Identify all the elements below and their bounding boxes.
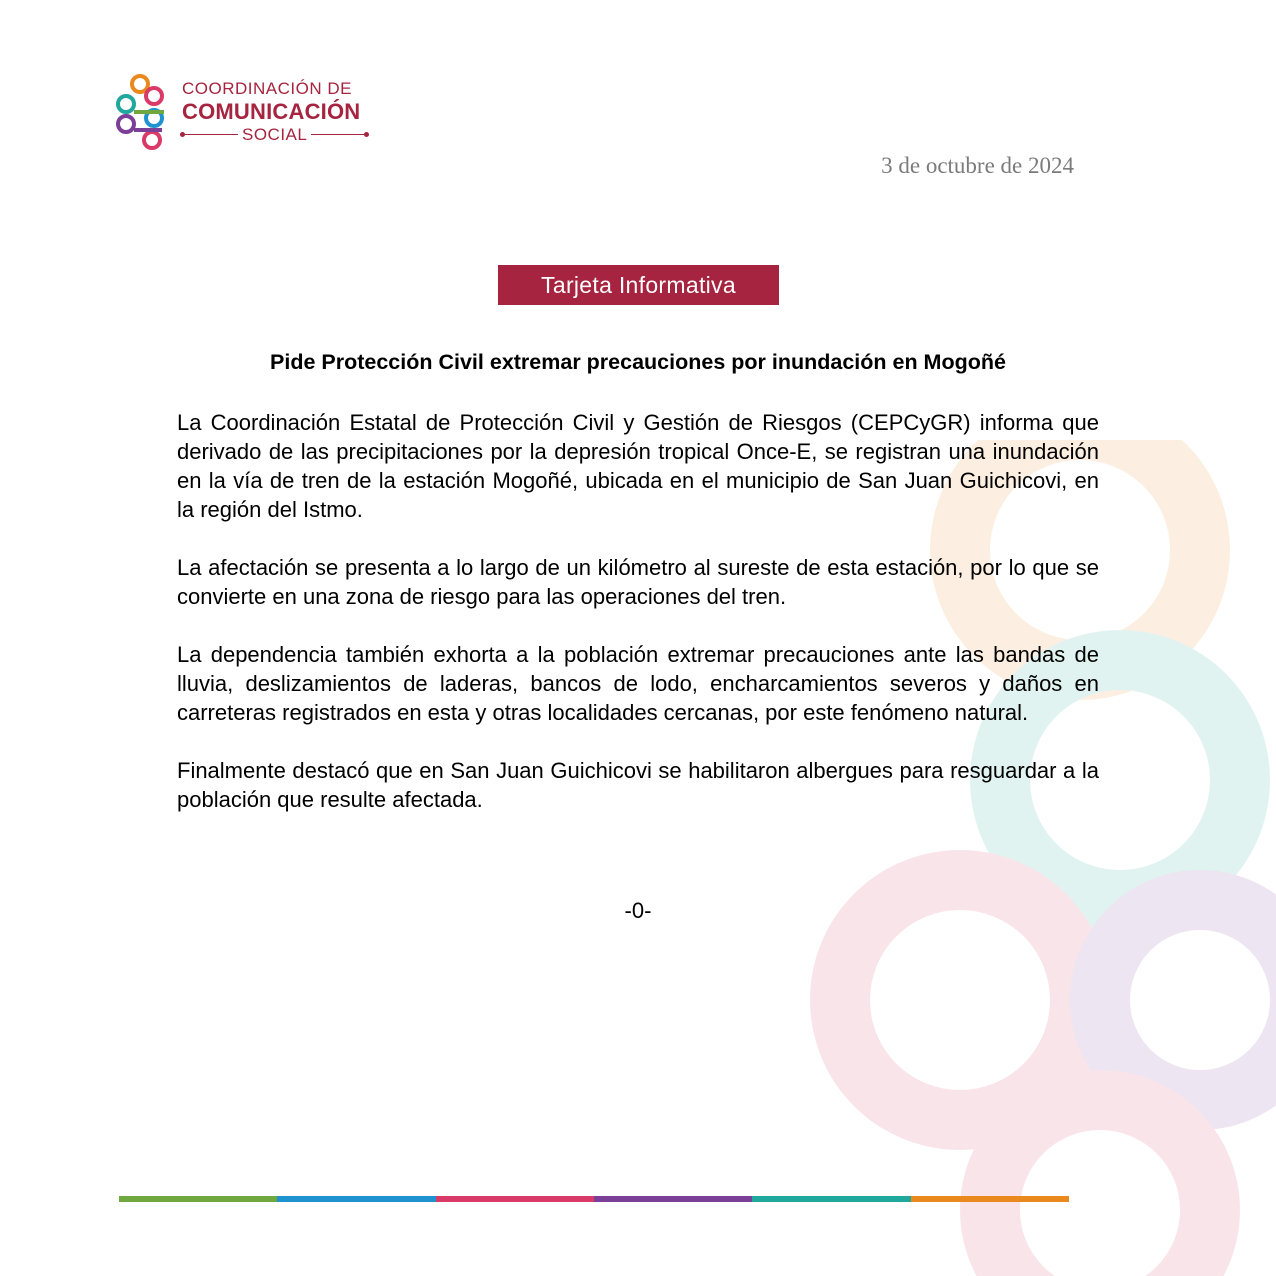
footer-color-bar	[119, 1196, 1069, 1202]
paragraph-4: Finalmente destacó que en San Juan Guichicovi se habilitaron albergues para resguardar a la población que resulte afectada.	[177, 758, 1099, 812]
paragraph-2: La afectación se presenta a lo largo de un kilómetro al sureste de esta estación, por lo que se convierte en una zona de riesgo para las operaciones del tren.	[177, 555, 1099, 609]
logo-line2: COMUNICACIÓN	[182, 99, 361, 124]
color-bar-segment-5	[752, 1196, 910, 1202]
logo-line1: COORDINACIÓN DE	[182, 79, 352, 98]
document-date: 3 de octubre de 2024	[881, 153, 1074, 178]
color-bar-segment-3	[436, 1196, 594, 1202]
headline: Pide Protección Civil extremar precauciones por inundación en Mogoñé	[270, 350, 1006, 374]
paragraph-3: La dependencia también exhorta a la población extremar precauciones ante las bandas de lluvia, deslizamientos de laderas, bancos de lodo, encharcamientos severos y daños en carreteras registrados en esta y otras localidades cercanas, por este fenómeno natural.	[177, 642, 1099, 725]
color-bar-segment-4	[594, 1196, 752, 1202]
color-bar-segment-6	[911, 1196, 1069, 1202]
logo-line3	[182, 126, 367, 143]
article-body	[177, 408, 1099, 843]
logo	[114, 72, 367, 154]
logo-line3-word: SOCIAL	[242, 125, 308, 144]
color-bar-segment-1	[119, 1196, 277, 1202]
color-bar-segment-2	[277, 1196, 435, 1202]
end-mark: -0-	[624, 898, 652, 923]
logo-knot-icon	[114, 72, 170, 154]
document-type-badge: Tarjeta Informativa	[498, 265, 779, 305]
paragraph-1: La Coordinación Estatal de Protección Civil y Gestión de Riesgos (CEPCyGR) informa que derivado de las precipitaciones por la depresión tropical Once-E, se registran una inundación en la vía de tren de la estación Mogoñé, ubicada en el municipio de San Juan Guichicovi, en la región del Istmo.	[177, 410, 1099, 522]
